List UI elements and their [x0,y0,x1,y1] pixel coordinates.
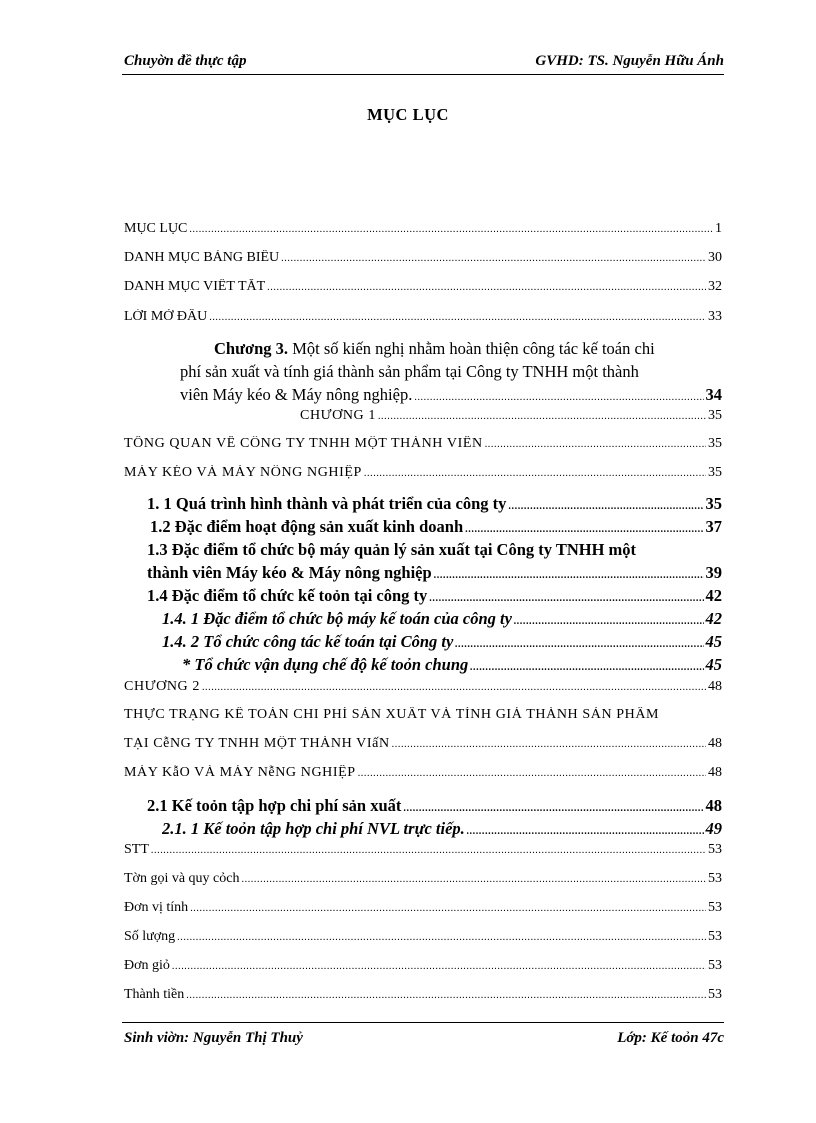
toc-entry-1-2[interactable] [150,517,722,537]
toc-entry-label: * Tổ chức vận dụng chế độ kế toỏn chung [182,655,469,674]
toc-entry-label: viên Máy kéo & Máy nông nghiệp. [180,385,413,404]
toc-entry-label: 1.4 Đặc điểm tổ chức kế toỏn tại công ty [147,586,428,605]
toc-entry-may-keo-2[interactable] [124,765,722,781]
toc-entry-label: 2.1. 1 Kế toỏn tập hợp chi phí NVL trực tiếp. [162,819,465,838]
toc-entry-chuong-2[interactable] [124,679,722,695]
toc-entry-chuong-3-line2[interactable]: phí sản xuất và tính giá thành sản phẩm tại Công ty TNHH một thành [180,362,639,381]
dot-leader [364,468,706,479]
toc-entry-muc-luc[interactable] [124,221,722,237]
dot-leader [485,439,706,450]
toc-entry-chuong-3-line3[interactable] [180,385,722,405]
toc-entry-chuong-1[interactable] [300,408,722,424]
toc-entry-label: TẠI CễNG TY TNHH MỘT THÀNH VIấN [124,736,390,751]
dot-leader [465,524,703,535]
toc-entry-1-4-1[interactable] [162,609,722,629]
dot-leader [177,932,706,943]
dot-leader [434,570,704,581]
dot-leader [514,616,704,627]
dot-leader [358,768,706,779]
toc-entry-may-keo[interactable] [124,465,722,481]
toc-entry-tong-quan[interactable] [124,436,722,452]
header-right-text: GVHD: TS. Nguyễn Hữu Ánh [535,53,724,69]
toc-entry-label: LỜI MỞ ĐẦU [124,309,208,324]
dot-leader [242,874,707,885]
toc-entry-label: 1.4. 1 Đặc điểm tổ chức bộ máy kế toán của công ty [162,609,512,628]
dot-leader [209,312,706,323]
toc-page-number: 39 [705,563,722,582]
toc-page-number: 45 [705,655,722,674]
dot-leader [190,903,706,914]
toc-entry-1-4-2[interactable] [162,632,722,652]
dot-leader [151,845,706,856]
toc-entry-label: thành viên Máy kéo & Máy nông nghiệp [147,563,432,582]
toc-entry-label: MÁY KÉO VÀ MÁY NÔNG NGHIỆP [124,465,362,480]
toc-page-number: 53 [708,987,722,1002]
dot-leader [467,826,704,837]
toc-entry-label: STT [124,842,149,857]
page-footer [122,1022,724,1047]
toc-entry-label: MÁY KẫO VÀ MÁY NễNG NGHIỆP [124,765,356,780]
toc-page-number: 49 [705,819,722,838]
toc-page-number: 53 [708,842,722,857]
toc-entry-don-vi-tinh[interactable] [124,900,722,916]
toc-entry-label: MỤC LỤC [124,221,188,236]
toc-page-number: 53 [708,900,722,915]
toc-page-number: 32 [708,279,722,294]
toc-entry-2-1[interactable] [147,796,722,816]
dot-leader [392,739,706,750]
page-header [122,52,724,75]
toc-page-number: 48 [708,736,722,751]
toc-entry-stt[interactable] [124,842,722,858]
dot-leader [414,392,703,403]
toc-page-number: 48 [705,796,722,815]
toc-entry-label: Đơn giỏ [124,958,170,973]
toc-entry-1-4[interactable] [147,586,722,606]
toc-entry-tai-cong-ty[interactable] [124,736,722,752]
dot-leader [508,501,703,512]
toc-page-number: 34 [705,385,722,404]
toc-entry-don-gia[interactable] [124,958,722,974]
toc-entry-so-luong[interactable] [124,929,722,945]
toc-page-number: 30 [708,250,722,265]
footer-left-text: Sinh viờn: Nguyễn Thị Thuỷ [124,1030,303,1046]
toc-entry-2-1-1[interactable] [162,819,722,839]
toc-page-number: 48 [708,679,722,694]
toc-entry-thanh-tien[interactable] [124,987,722,1003]
toc-page-number: 35 [708,465,722,480]
toc-entry-label: Đơn vị tính [124,900,189,915]
toc-entry-1-1[interactable] [147,494,722,514]
toc-entry-label: Tờn gọi và quy cỏch [124,871,240,886]
footer-right-text: Lớp: Kế toỏn 47c [617,1030,724,1046]
toc-page-number: 42 [705,609,722,628]
dot-leader [470,662,703,673]
toc-page-number: 1 [715,221,722,236]
toc-entry-label: DANH MỤC VIẾT TẮT [124,279,266,294]
dot-leader [403,803,703,814]
toc-page-number: 35 [708,436,722,451]
toc-entry-label: Số lượng [124,929,176,944]
toc-entry-loi-mo-dau[interactable] [124,309,722,325]
header-left-text: Chuyờn đề thực tập [124,53,247,69]
toc-entry-thuc-trang[interactable]: THỰC TRẠNG KẾ TOÁN CHI PHÍ SẢN XUẤT VÀ TÍNH GIÁ THÀNH SẢN PHẨM [124,707,660,722]
toc-page-number: 53 [708,958,722,973]
dot-leader [172,961,706,972]
toc-entry-label: 1. 1 Quá trình hình thành và phát triển của công ty [147,494,507,513]
toc-entry-label: TỔNG QUAN VỀ CÔNG TY TNHH MỘT THÀNH VIÊN [124,436,483,451]
toc-entry-danh-muc-bang-bieu[interactable] [124,250,722,266]
toc-entry-chuong-3-line1[interactable] [214,339,655,359]
dot-leader [267,282,706,293]
toc-entry-ten-goi[interactable] [124,871,722,887]
toc-entry-label: 1.2 Đặc điểm hoạt động sản xuất kinh doanh [150,517,464,536]
dot-leader [189,224,713,235]
dot-leader [202,682,706,693]
chapter-prefix: Chương 3. [214,339,289,358]
toc-entry-label: 1.4. 2 Tổ chức công tác kế toán tại Công ty [162,632,454,651]
toc-entry-label: CHƯƠNG 1 [300,408,376,423]
toc-entry-1-3-line1[interactable]: 1.3 Đặc điểm tổ chức bộ máy quản lý sản xuất tại Công ty TNHH một [147,540,637,559]
toc-page-number: 45 [705,632,722,651]
dot-leader [186,990,706,1001]
toc-entry-label: Một số kiến nghị nhằm hoàn thiện công tác kế toán chi [292,339,655,358]
dot-leader [429,593,703,604]
toc-page-number: 33 [708,309,722,324]
toc-page-number: 53 [708,929,722,944]
toc-page-number: 42 [705,586,722,605]
toc-entry-label: Thành tiền [124,987,185,1002]
toc-entry-label: CHƯƠNG 2 [124,679,200,694]
dot-leader [378,411,706,422]
toc-entry-label: DANH MỤC BẢNG BIỂU [124,250,280,265]
toc-entry-to-chuc-van-dung[interactable] [182,655,722,675]
toc-entry-1-3-line2[interactable] [147,563,722,583]
page-title: MỤC LỤC [367,105,449,124]
toc-entry-label: 2.1 Kế toỏn tập hợp chi phí sản xuất [147,796,402,815]
toc-page-number: 53 [708,871,722,886]
toc-page-number: 35 [708,408,722,423]
dot-leader [281,253,706,264]
toc-page-number: 37 [705,517,722,536]
toc-entry-danh-muc-viet-tat[interactable] [124,279,722,295]
toc-page-number: 35 [705,494,722,513]
dot-leader [455,639,703,650]
toc-page-number: 48 [708,765,722,780]
